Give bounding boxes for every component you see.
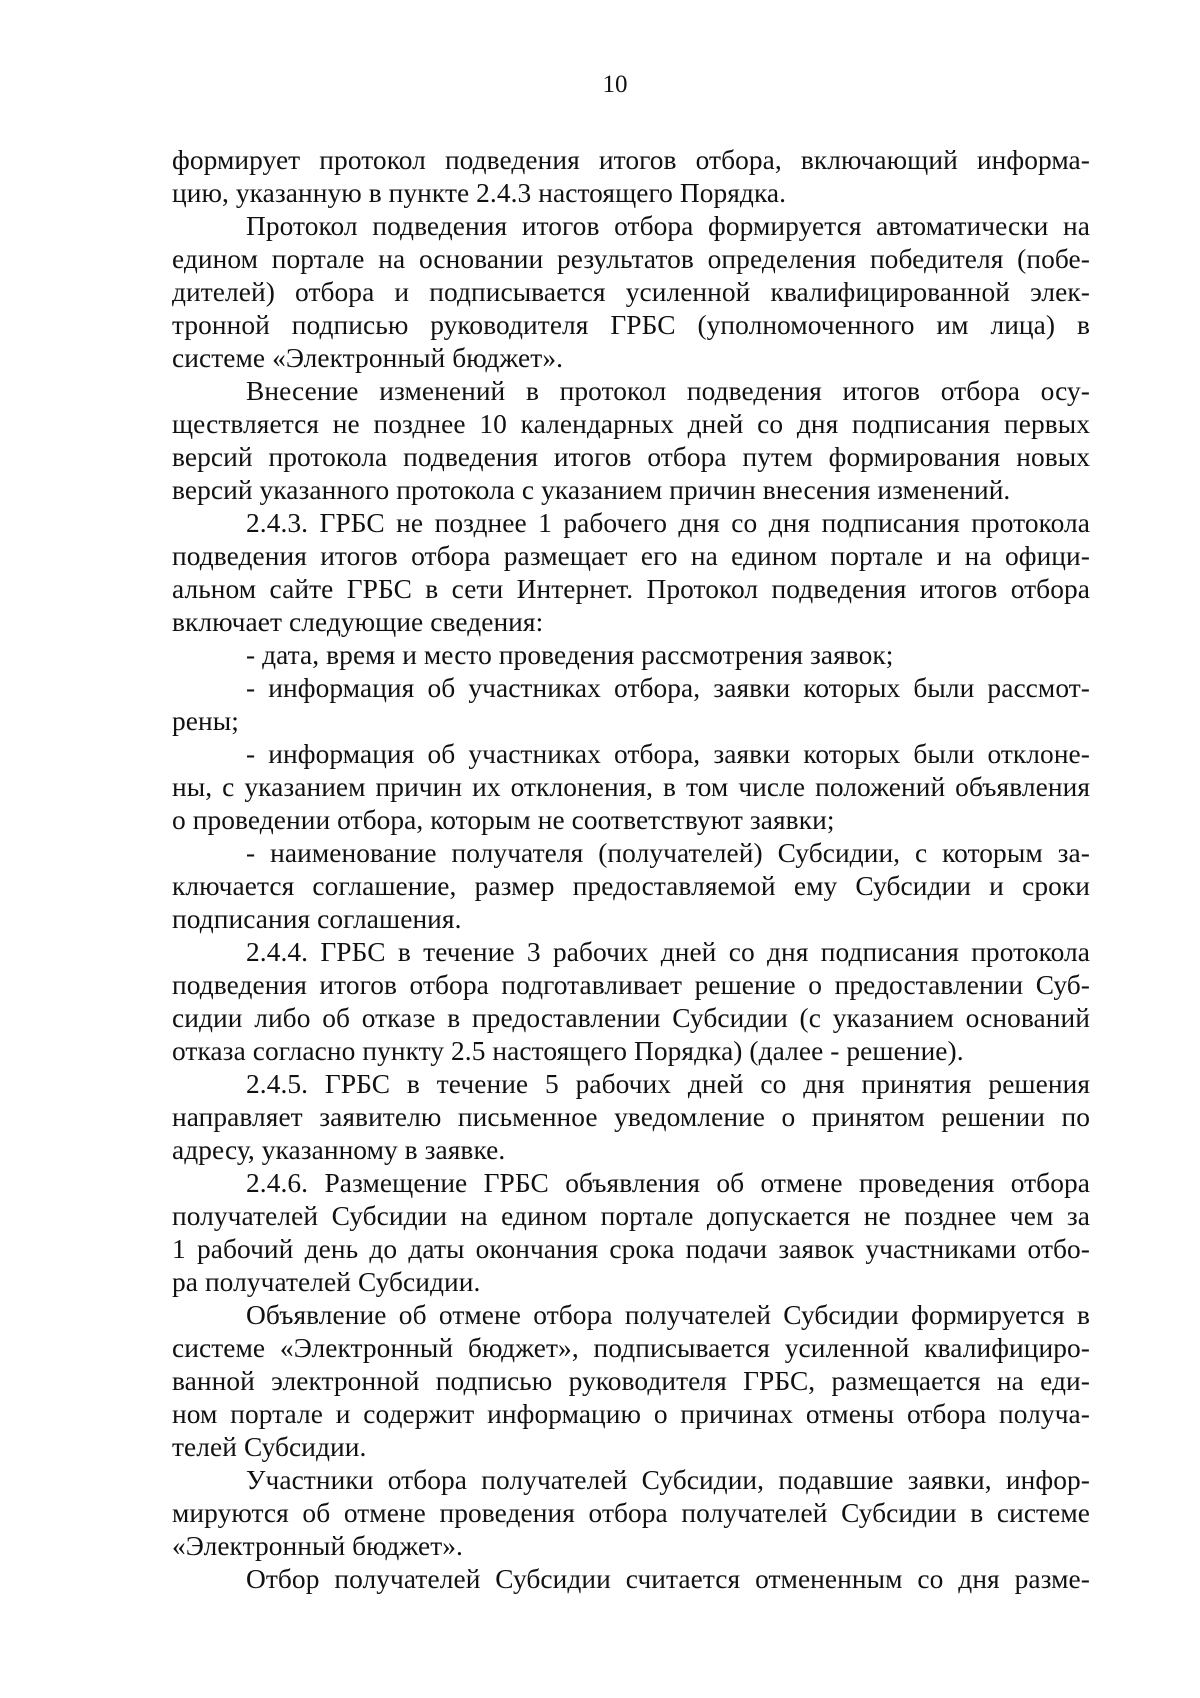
text-line: - информация об участниках отбора, заявки которых были рассмот- <box>246 673 1090 703</box>
text-line: ном портале и содержит информацию о причинах отмены отбора получа- <box>172 1399 1090 1429</box>
text-line: Участники отбора получателей Субсидии, подавшие заявки, инфор- <box>246 1465 1090 1495</box>
text-line: формирует протокол подведения итогов отбора, включающий информа- <box>172 145 1090 175</box>
text-line: Внесение изменений в протокол подведения итогов отбора осу- <box>246 376 1090 406</box>
text-line: ществляется не позднее 10 календарных дней со дня подписания первых <box>172 409 1090 439</box>
text-line: системе «Электронный бюджет». <box>172 343 564 373</box>
text-line: дителей) отбора и подписывается усиленной квалифицированной элек- <box>172 277 1090 307</box>
text-line: «Электронный бюджет». <box>172 1531 463 1561</box>
text-line: получателей Субсидии на едином портале допускается не позднее чем за <box>172 1201 1090 1231</box>
text-line: 1 рабочий день до даты окончания срока подачи заявок участниками отбо- <box>172 1234 1090 1264</box>
text-line: версий указанного протокола с указанием причин внесения изменений. <box>172 475 1011 505</box>
text-line: мируются об отмене проведения отбора получателей Субсидии в системе <box>172 1498 1090 1528</box>
text-line: ра получателей Субсидии. <box>172 1267 481 1297</box>
text-line: Протокол подведения итогов отбора формируется автоматически на <box>246 211 1090 241</box>
text-line: ванной электронной подписью руководителя ГРБС, размещается на еди- <box>172 1366 1090 1396</box>
text-line: - дата, время и место проведения рассмотрения заявок; <box>246 640 894 670</box>
text-line: рены; <box>172 706 239 736</box>
text-line: телей Субсидии. <box>172 1432 367 1462</box>
text-line: подписания соглашения. <box>172 904 462 934</box>
document-body <box>172 144 1090 1596</box>
text-line: ны, с указанием причин их отклонения, в том числе положений объявления <box>172 772 1090 802</box>
text-line: подведения итогов отбора размещает его на едином портале и на офици- <box>172 541 1090 571</box>
text-line: ключается соглашение, размер предоставляемой ему Субсидии и сроки <box>172 871 1090 901</box>
text-line: - наименование получателя (получателей) Субсидии, с которым за- <box>246 838 1090 868</box>
text-line: цию, указанную в пункте 2.4.3 настоящего Порядка. <box>172 178 787 208</box>
text-line: о проведении отбора, которым не соответствуют заявки; <box>172 805 835 835</box>
page-number: 10 <box>602 71 628 98</box>
text-line: отказа согласно пункту 2.5 настоящего Порядка) (далее - решение). <box>172 1036 964 1066</box>
text-line: 2.4.5. ГРБС в течение 5 рабочих дней со дня принятия решения <box>246 1069 1090 1099</box>
text-line: системе «Электронный бюджет», подписывается усиленной квалифициро- <box>172 1333 1090 1363</box>
text-line: 2.4.6. Размещение ГРБС объявления об отмене проведения отбора <box>246 1168 1090 1198</box>
text-line: альном сайте ГРБС в сети Интернет. Протокол подведения итогов отбора <box>172 574 1090 604</box>
text-line: 2.4.4. ГРБС в течение 3 рабочих дней со дня подписания протокола <box>246 937 1090 967</box>
text-line: тронной подписью руководителя ГРБС (уполномоченного им лица) в <box>172 310 1090 340</box>
text-line: адресу, указанному в заявке. <box>172 1135 506 1165</box>
text-line: сидии либо об отказе в предоставлении Субсидии (с указанием оснований <box>172 1003 1090 1033</box>
text-line: Отбор получателей Субсидии считается отмененным со дня разме- <box>246 1564 1090 1594</box>
text-line: 2.4.3. ГРБС не позднее 1 рабочего дня со дня подписания протокола <box>246 508 1090 538</box>
text-line: направляет заявителю письменное уведомление о принятом решении по <box>172 1102 1090 1132</box>
text-line: - информация об участниках отбора, заявки которых были отклоне- <box>246 739 1090 769</box>
text-line: версий протокола подведения итогов отбора путем формирования новых <box>172 442 1090 472</box>
text-line: включает следующие сведения: <box>172 607 544 637</box>
text-line: едином портале на основании результатов определения победителя (побе- <box>172 244 1090 274</box>
text-line: Объявление об отмене отбора получателей Субсидии формируется в <box>246 1300 1090 1330</box>
text-line: подведения итогов отбора подготавливает решение о предоставлении Суб- <box>172 970 1090 1000</box>
